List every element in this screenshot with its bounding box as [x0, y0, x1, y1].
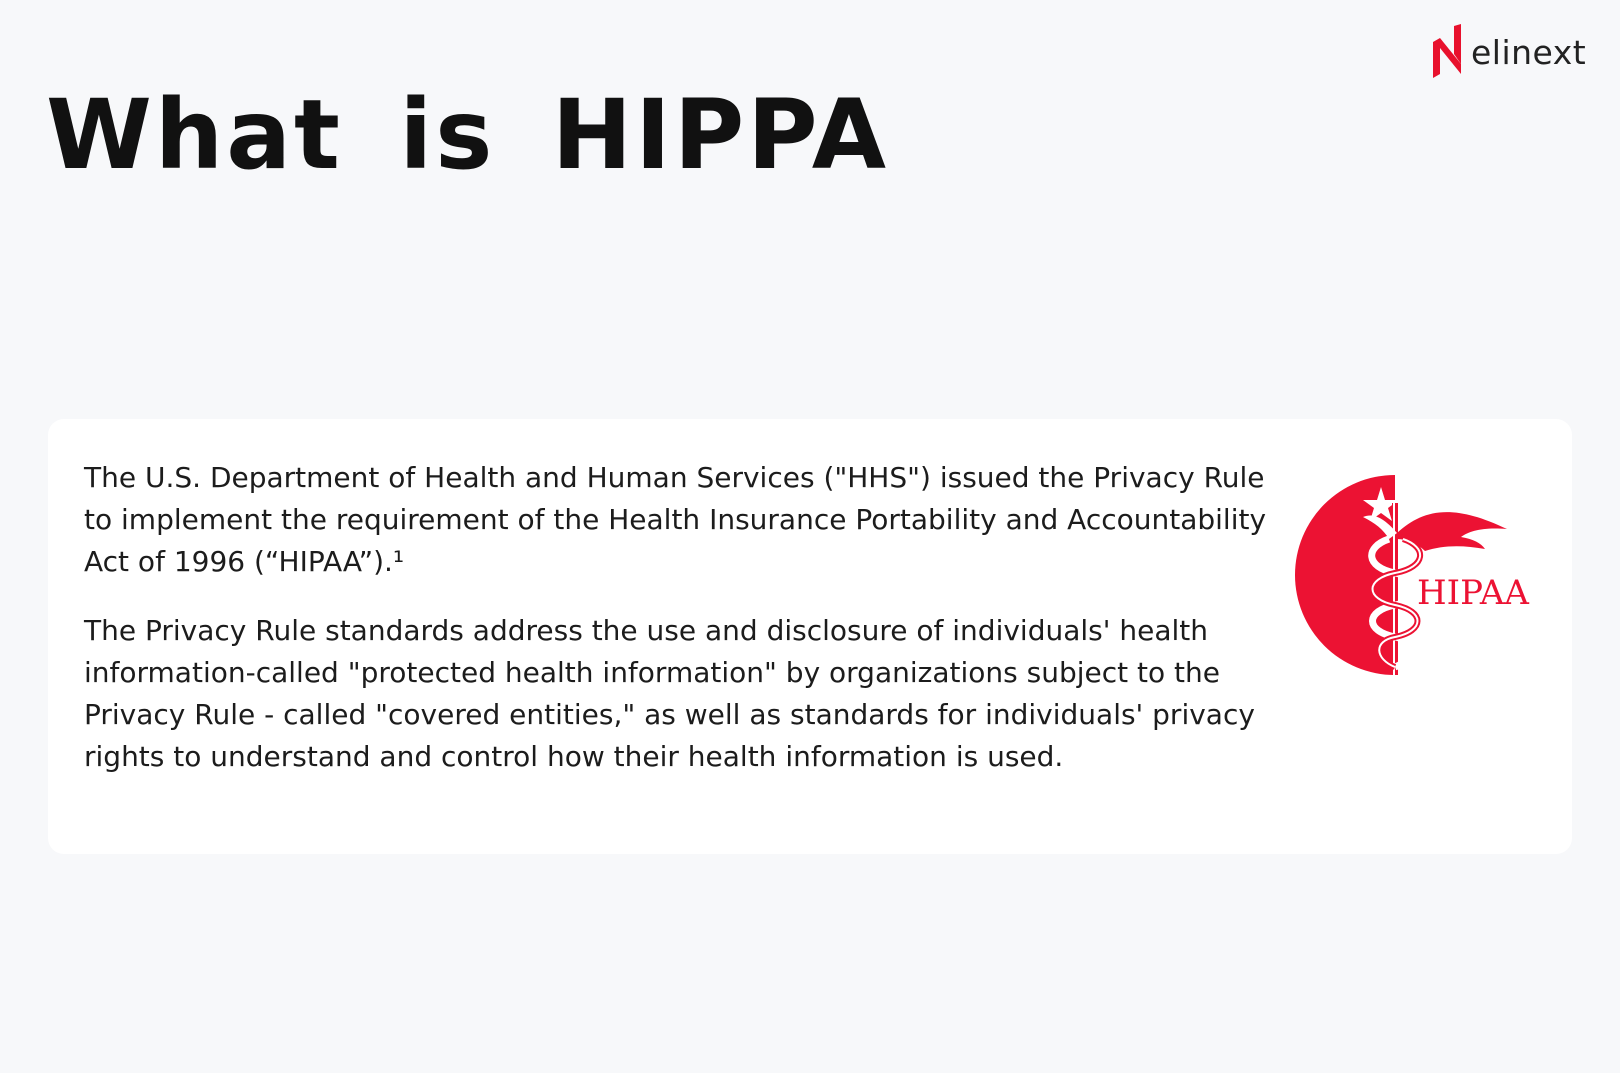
- hipaa-logo-text: HIPAA: [1417, 573, 1529, 613]
- page-title: What is HIPPA: [46, 79, 890, 191]
- brand-name: elinext: [1471, 32, 1587, 72]
- elinext-mark-icon: [1433, 24, 1461, 80]
- elinext-logo: [1433, 24, 1586, 80]
- paragraph-privacy-rule: The Privacy Rule standards address the use and disclosure of individuals' health information-called "protected health information" by organizations subject to the Privacy Rule - called "covered entities," as well as standards for individuals' privacy rights to understand and control how their health information is used.: [84, 614, 1255, 773]
- content-card: [48, 419, 1572, 854]
- hipaa-logo: [1293, 473, 1543, 683]
- paragraph-intro: The U.S. Department of Health and Human Services ("HHS") issued the Privacy Rule to implement the requirement of the Health Insurance Portability and Accountability Act of 1996 (“HIPAA”).¹: [84, 461, 1267, 578]
- card-text: [84, 457, 1284, 778]
